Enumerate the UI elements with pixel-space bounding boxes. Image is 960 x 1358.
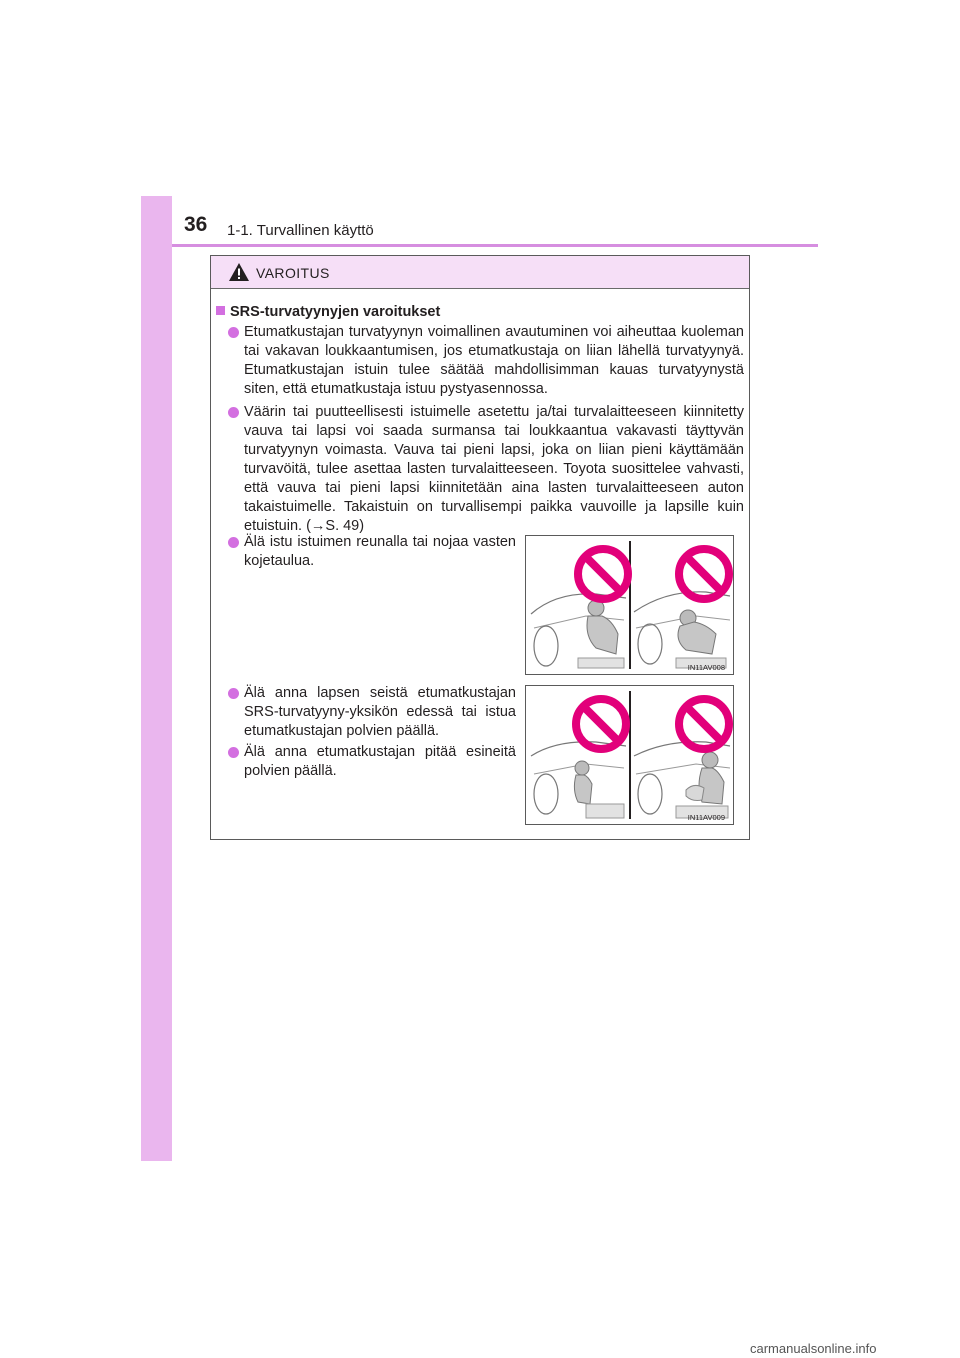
header-rule — [172, 244, 818, 247]
list-item — [228, 684, 518, 741]
warning-subheading — [216, 304, 440, 320]
prohibition-icon — [578, 549, 628, 599]
illustration-child-in-front — [525, 685, 734, 825]
list-item-text: Etumatkustajan turvatyynyn voimallinen avautuminen voi aiheuttaa kuoleman tai vakavan loukkaantumisen, jos etumatkustaja on liian lähellä turvatyynyä. Etumatkustajan istuin tulee säätää mahdollisimman kauas turvatyynystä siten, että etumatkustaja istuu pystyasennossa. — [244, 324, 744, 397]
page-number: 36 — [184, 213, 208, 236]
warning-subheading-text: SRS-turvatyynyjen varoitukset — [230, 304, 441, 320]
car-interior-illustration — [526, 686, 733, 824]
warning-label: VAROITUS — [256, 265, 330, 281]
illustration-code: IN11AV009 — [687, 813, 725, 822]
list-item — [228, 323, 744, 399]
illustration-lean-on-dashboard — [525, 535, 734, 675]
list-item — [228, 743, 518, 783]
bullet-dot-icon — [228, 747, 239, 758]
bullet-dot-icon — [228, 537, 239, 548]
list-item — [228, 533, 518, 573]
bullet-dot-icon — [228, 688, 239, 699]
bullet-dot-icon — [228, 407, 239, 418]
illustration-code: IN11AV008 — [687, 663, 725, 672]
list-item-text: Älä anna lapsen seistä etumatkustajan SRS-turvatyyny-yksikön edessä tai istua etumatkustajan polvien päällä. — [244, 685, 516, 739]
chapter-side-tab — [141, 196, 172, 1161]
car-interior-illustration — [526, 536, 733, 674]
warning-box — [210, 255, 750, 840]
list-item-text: Väärin tai puutteellisesti istuimelle asetettu ja/tai turvalaitteeseen kiinnitetty vauva tai lapsi voi saada surmansa tai loukkaantua vakavasti täyttyvän turvatyynyn voimasta. Vauva tai pieni lapsi, joka on liian pieni käyttämään turvavöitä, tulee asettaa lasten turvalaitteeseen. Toyota suosittelee vahvasti, että vauva tai pieni lapsi kiinnitetään aina lasten turvalaitteeseen auton takaistuimelle. Takaistuin on turvallisempi paikka vauvoille ja lapsille kuin etuistuin. (→S. 49) — [244, 404, 744, 534]
warning-header — [211, 256, 749, 289]
warning-triangle-icon — [228, 262, 250, 282]
list-item-text: Älä istu istuimen reunalla tai nojaa vasten kojetaulua. — [244, 534, 516, 569]
prohibition-icon — [576, 699, 626, 749]
list-item — [228, 403, 744, 536]
footer-watermark: carmanualsonline.info — [750, 1341, 877, 1356]
square-bullet-icon — [216, 306, 225, 315]
list-item-text: Älä anna etumatkustajan pitää esineitä polvien päällä. — [244, 744, 516, 779]
bullet-dot-icon — [228, 327, 239, 338]
section-title: 1-1. Turvallinen käyttö — [227, 222, 374, 239]
